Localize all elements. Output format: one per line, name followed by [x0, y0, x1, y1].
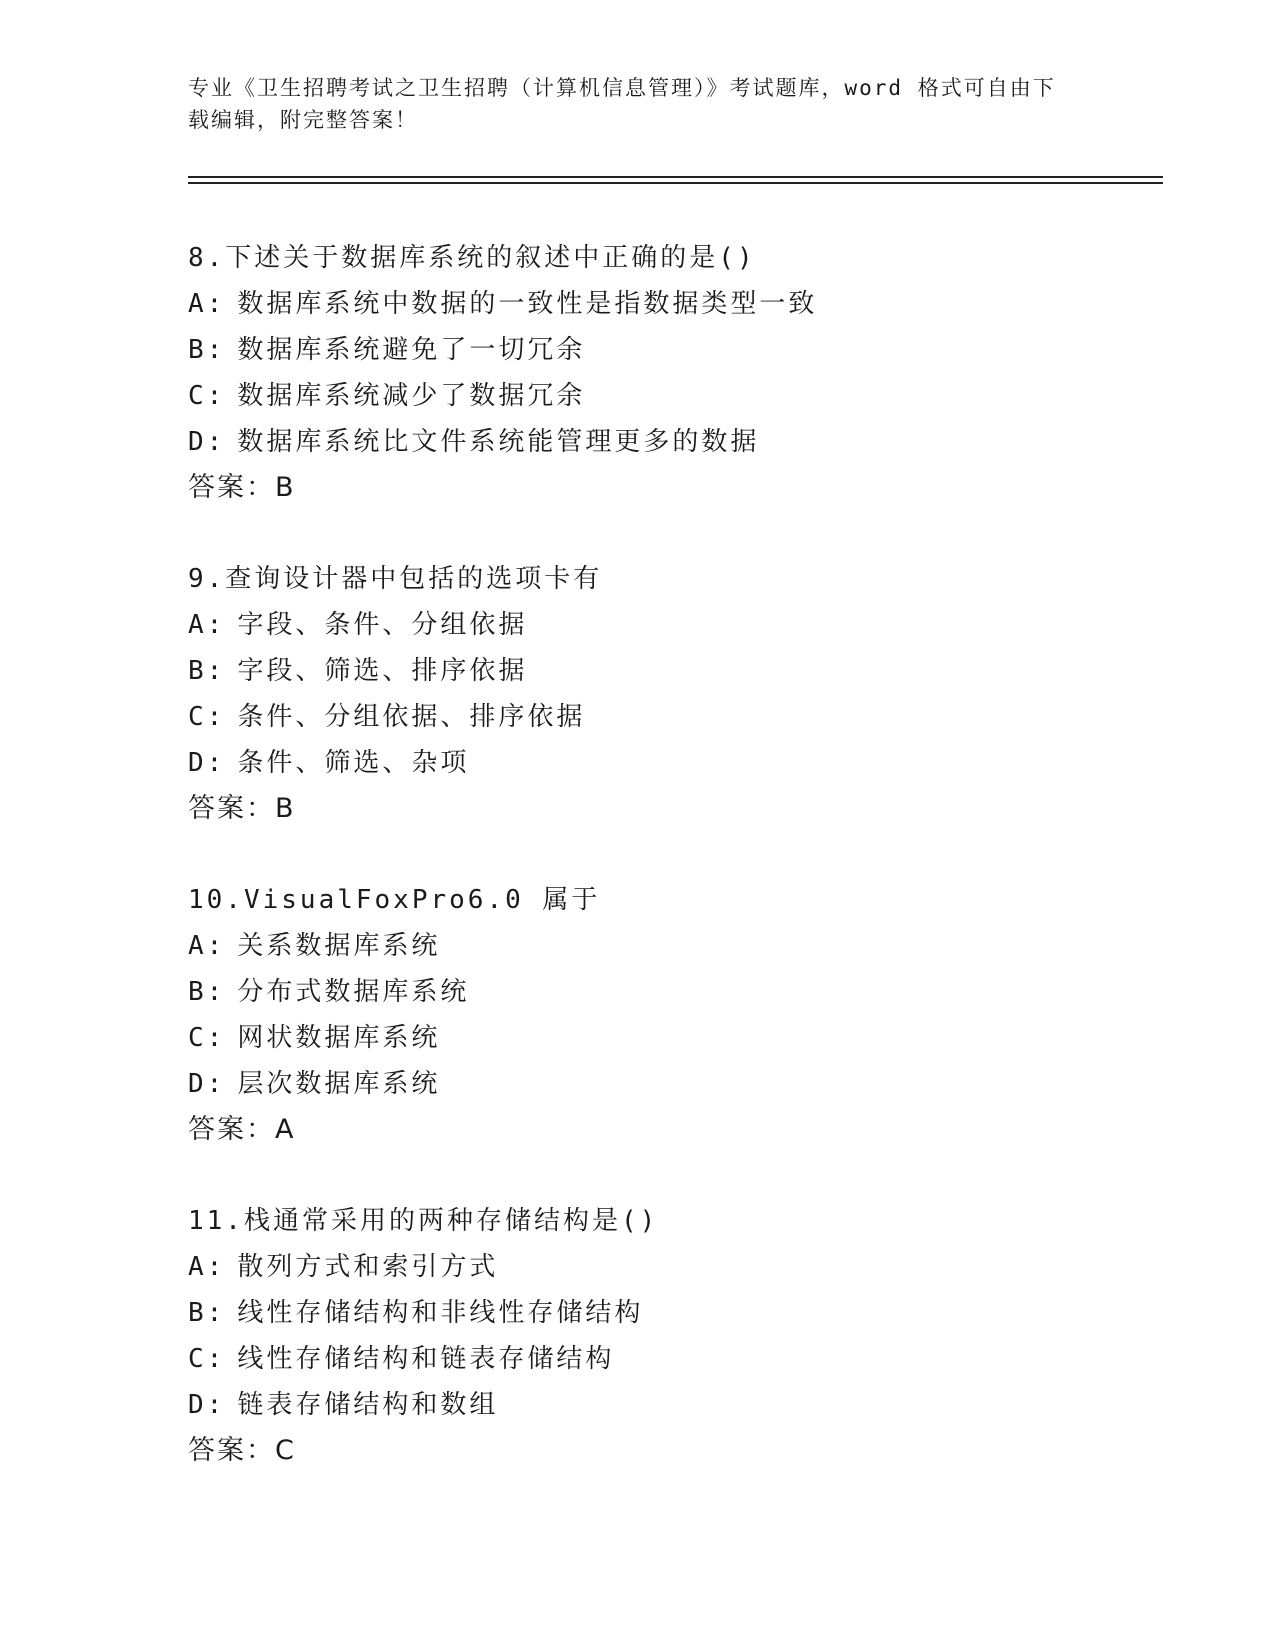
option-text: 字段、条件、分组依据	[237, 610, 528, 640]
option-letter: B:	[188, 656, 226, 686]
option-b	[188, 1290, 1138, 1336]
question-stem: 10.VisualFoxPro6.0 属于	[188, 885, 601, 915]
option-c	[188, 1336, 1138, 1382]
option-text: 网状数据库系统	[237, 1023, 441, 1053]
option-b	[188, 969, 1138, 1015]
option-c	[188, 1015, 1138, 1061]
option-text: 条件、筛选、杂项	[237, 748, 470, 778]
option-text: 数据库系统比文件系统能管理更多的数据	[237, 427, 760, 457]
question-stem: 11.栈通常采用的两种存储结构是()	[188, 1206, 659, 1236]
option-text: 线性存储结构和链表存储结构	[237, 1344, 615, 1374]
option-letter: C:	[188, 702, 226, 732]
option-text: 分布式数据库系统	[237, 977, 470, 1007]
option-letter: D:	[188, 748, 226, 778]
option-letter: D:	[188, 427, 226, 457]
option-letter: C:	[188, 1023, 226, 1053]
answer-line: 答案：B	[188, 793, 296, 824]
option-text: 条件、分组依据、排序依据	[237, 702, 586, 732]
option-b	[188, 648, 1138, 694]
option-letter: A:	[188, 1252, 226, 1282]
answer-line: 答案：C	[188, 1435, 296, 1466]
option-letter: B:	[188, 1298, 226, 1328]
question-stem: 8.下述关于数据库系统的叙述中正确的是()	[188, 243, 756, 273]
option-a	[188, 923, 1138, 969]
option-letter: C:	[188, 1344, 226, 1374]
option-text: 数据库系统避免了一切冗余	[237, 335, 586, 365]
question-list	[188, 235, 1138, 1519]
option-letter: D:	[188, 1390, 226, 1420]
option-c	[188, 694, 1138, 740]
answer-line: 答案：B	[188, 472, 296, 503]
option-letter: C:	[188, 381, 226, 411]
question-9	[188, 556, 1138, 832]
option-text: 线性存储结构和非线性存储结构	[237, 1298, 644, 1328]
question-11	[188, 1198, 1138, 1474]
option-letter: B:	[188, 335, 226, 365]
header-divider-bottom	[188, 182, 1163, 184]
option-d	[188, 1061, 1138, 1107]
option-b	[188, 327, 1138, 373]
answer-line: 答案：A	[188, 1114, 296, 1145]
option-a	[188, 1244, 1138, 1290]
option-d	[188, 1382, 1138, 1428]
option-letter: B:	[188, 977, 226, 1007]
question-stem: 9.查询设计器中包括的选项卡有	[188, 564, 603, 594]
option-text: 链表存储结构和数组	[237, 1390, 499, 1420]
option-d	[188, 740, 1138, 786]
option-a	[188, 602, 1138, 648]
option-a	[188, 281, 1138, 327]
option-text: 散列方式和索引方式	[237, 1252, 499, 1282]
option-text: 字段、筛选、排序依据	[237, 656, 528, 686]
question-10	[188, 877, 1138, 1153]
question-8	[188, 235, 1138, 511]
header-divider-top	[188, 176, 1163, 178]
option-letter: A:	[188, 289, 226, 319]
document-intro	[188, 72, 1068, 136]
option-letter: A:	[188, 610, 226, 640]
option-text: 关系数据库系统	[237, 931, 441, 961]
intro-text: 专业《卫生招聘考试之卫生招聘（计算机信息管理）》考试题库，word 格式可自由下载编辑，附完整答案！	[188, 76, 1056, 132]
option-text: 数据库系统减少了数据冗余	[237, 381, 586, 411]
option-d	[188, 419, 1138, 465]
option-text: 层次数据库系统	[237, 1069, 441, 1099]
option-c	[188, 373, 1138, 419]
option-letter: D:	[188, 1069, 226, 1099]
option-letter: A:	[188, 931, 226, 961]
option-text: 数据库系统中数据的一致性是指数据类型一致	[237, 289, 818, 319]
